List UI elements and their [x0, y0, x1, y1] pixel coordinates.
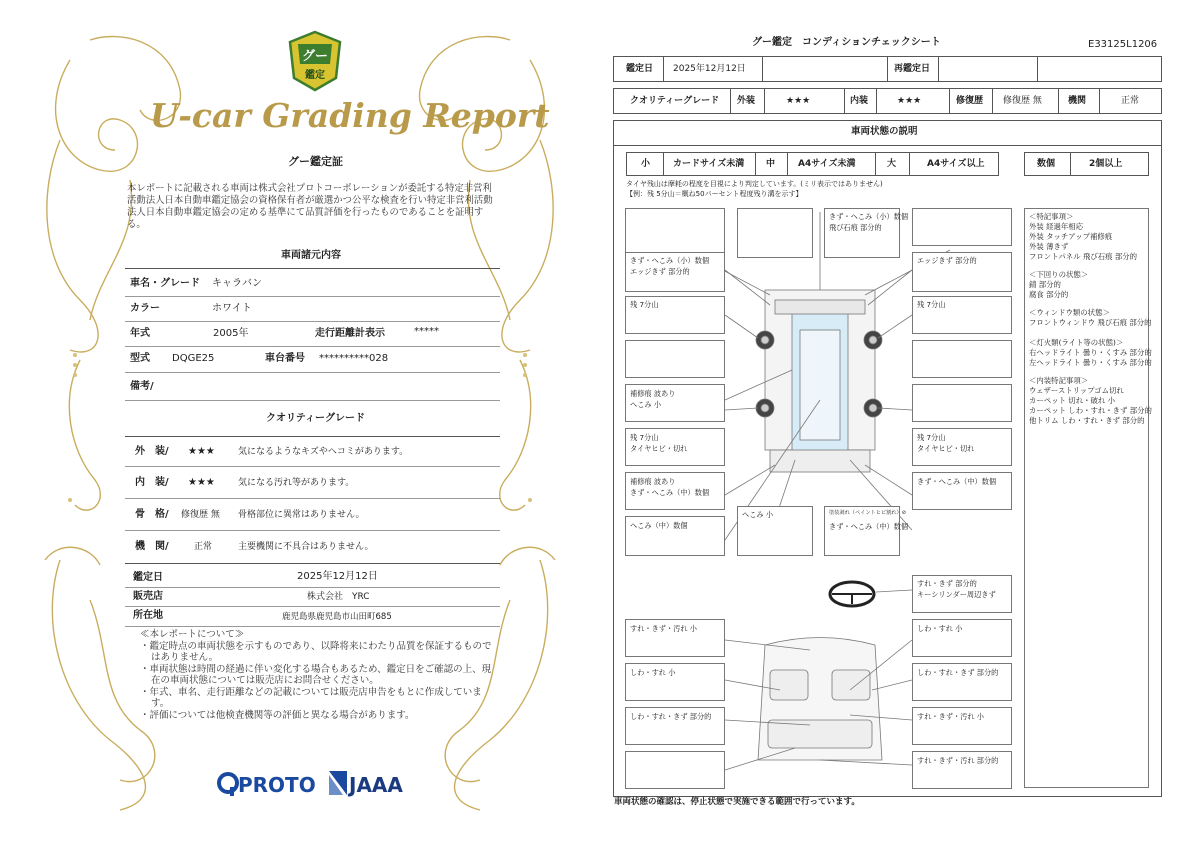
- proto-logo-text: PROTO: [238, 773, 316, 797]
- quality-grade-title: クオリティーグレード: [266, 413, 365, 424]
- damage-box: [625, 472, 725, 510]
- footer-note: 車両状態の確認は、停止状態で実施できる範囲で行っています。: [614, 797, 860, 807]
- damage-text: 残 7分山: [917, 433, 946, 442]
- mileage-label: 走行距離計表示: [315, 328, 385, 339]
- inspection-date-value: 2025年12月12日: [673, 64, 746, 74]
- certificate-title: グー鑑定証: [288, 155, 343, 168]
- damage-text: きず・へこみ（中）数個: [630, 488, 710, 497]
- color-value: ホワイト: [212, 303, 252, 314]
- damage-text: きず・へこみ（中）数個: [917, 477, 997, 486]
- damage-text: キーシリンダー周辺きず: [917, 590, 996, 599]
- size-small-label: 小: [641, 159, 651, 169]
- size-large-desc: A4サイズ以上: [927, 159, 985, 169]
- damage-text: すれ・きず・汚れ 部分的: [917, 756, 999, 765]
- paint-crack-legend: 塗装剥れ（ペイントヒビ割れ）⊘: [829, 510, 906, 516]
- svg-text:グー: グー: [301, 49, 329, 64]
- interior-stars: ★★★: [897, 96, 922, 106]
- damage-box: [625, 428, 725, 466]
- damage-box: [912, 340, 1012, 378]
- damage-text: しわ・すれ・きず 部分的: [917, 668, 999, 677]
- frame-note: 骨格部位に異常はありません。: [238, 510, 365, 520]
- notes-title: ≪本レポートについて≫: [140, 629, 245, 640]
- special-notes-panel: [1024, 208, 1152, 788]
- special-note: ＜ウィンドウ類の状態＞: [1029, 308, 1110, 317]
- damage-text: 残 7分山: [630, 433, 659, 442]
- date-label: 鑑定日: [133, 572, 163, 583]
- damage-text: きず・へこみ（小）数個: [829, 212, 909, 221]
- divider: [125, 530, 500, 531]
- damage-text: しわ・すれ 小: [630, 668, 676, 677]
- special-note: 外装 経過年相応: [1029, 222, 1084, 231]
- remarks-label: 備考/: [130, 381, 154, 392]
- damage-box: [912, 384, 1012, 422]
- divider: [125, 626, 500, 627]
- sheet-title: グー鑑定 コンディションチェックシート: [752, 37, 941, 48]
- special-note: 右ヘッドライト 曇り・くすみ 部分的: [1029, 348, 1152, 357]
- date-row: [613, 56, 1162, 82]
- divider: [125, 346, 500, 347]
- divider: [125, 563, 500, 564]
- year-label: 年式: [130, 328, 150, 339]
- sheet-id: E33125L1206: [1088, 39, 1158, 50]
- damage-box: [625, 707, 725, 745]
- size-mid-label: 中: [766, 159, 776, 169]
- engine-note: 主要機関に不具合はありません。: [238, 542, 374, 552]
- special-note: カーペット しわ・すれ・きず 部分的: [1029, 406, 1152, 415]
- exterior-label: 外装: [737, 96, 756, 106]
- special-note: 他トリム しわ・すれ・きず 部分的: [1029, 416, 1145, 425]
- damage-text: へこみ（中）数個: [630, 521, 688, 530]
- damage-text: すれ・きず 部分的: [917, 579, 977, 588]
- exterior-stars: ★★★: [188, 446, 215, 457]
- damage-text: エッジきず 部分的: [917, 256, 977, 265]
- count-legend: [1024, 152, 1149, 176]
- grade-row: [613, 88, 1162, 114]
- interior-note: 気になる汚れ等があります。: [238, 478, 355, 488]
- engine-value: 正常: [1121, 96, 1140, 106]
- damage-box: [737, 506, 813, 556]
- location-value: 鹿児島県鹿児島市山田町685: [282, 612, 392, 622]
- note-item: ・評価については他検査機関等の評価と異なる場合があります。: [140, 709, 415, 721]
- frame-label: 骨 格/: [135, 509, 169, 520]
- interior-label: 内装: [850, 96, 869, 106]
- damage-text: 補修痕 波あり: [630, 477, 676, 486]
- exterior-stars: ★★★: [786, 96, 811, 106]
- report-notes: [140, 629, 500, 721]
- frame-value: 修復歴 無: [181, 510, 220, 520]
- divider: [125, 372, 500, 373]
- size-legend: [626, 152, 999, 176]
- damage-box: [912, 575, 1012, 613]
- size-small-desc: カードサイズ未満: [673, 159, 745, 169]
- special-note: 左ヘッドライト 曇り・くすみ 部分的: [1029, 358, 1152, 367]
- spec-section-title: 車両諸元内容: [281, 250, 341, 261]
- damage-text: 飛び石痕 部分的: [829, 223, 882, 232]
- damage-box: [625, 384, 725, 422]
- special-note: ウェザーストリップゴム切れ: [1029, 386, 1124, 395]
- special-note: フロントウィンドウ 飛び石痕 部分的: [1029, 318, 1152, 327]
- damage-box: [625, 208, 725, 258]
- size-large-label: 大: [887, 159, 897, 169]
- damage-text: きず・へこみ（小）数個: [630, 256, 710, 265]
- damage-box: [625, 516, 725, 556]
- special-note: ＜内装特記事項＞: [1029, 376, 1089, 385]
- repair-history-label: 修復歴: [956, 96, 984, 106]
- damage-box: [824, 506, 909, 556]
- tire-note: タイヤ残山は摩耗の程度を目視により判定しています。(ミリ表示ではありません): [626, 180, 883, 188]
- damage-box: [912, 252, 1012, 292]
- damage-text: きず・へこみ（中）数個: [829, 522, 909, 531]
- damage-box: [625, 252, 725, 292]
- damage-text: タイヤヒビ・切れ: [630, 444, 688, 453]
- divider: [125, 587, 500, 588]
- note-item: ・車両状態は時間の経過に伴い変化する場合もあるため、鑑定日をご確認の上、現在の車両状態については販売店にお問合せください。: [140, 663, 492, 686]
- damage-box: [912, 208, 1012, 246]
- damage-box: [912, 707, 1012, 745]
- divider: [125, 466, 500, 467]
- size-mid-desc: A4サイズ未満: [798, 159, 856, 169]
- condition-title: 車両状態の説明: [851, 126, 918, 137]
- note-item: ・年式、車名、走行距離などの記載については販売店申告をもとに作成しています。: [140, 686, 482, 709]
- special-note: 外装 タッチアップ補修痕: [1029, 232, 1113, 241]
- dealer-value: 株式会社 YRC: [307, 592, 370, 602]
- divider: [125, 268, 500, 269]
- special-note: ＜灯火類(ライト等の状態)＞: [1029, 338, 1124, 347]
- interior-stars: ★★★: [188, 477, 215, 488]
- location-label: 所在地: [133, 610, 163, 621]
- damage-box: [625, 663, 725, 701]
- damage-box: [625, 340, 725, 378]
- damage-text: へこみ 小: [742, 510, 774, 519]
- damage-text: タイヤヒビ・切れ: [917, 444, 975, 453]
- car-name-label: 車名・グレード: [130, 278, 200, 289]
- special-note: ＜特記事項＞: [1029, 212, 1074, 221]
- divider: [125, 606, 500, 607]
- report-title: U-car Grading Report: [150, 96, 550, 135]
- special-note: 外装 薄きず: [1029, 242, 1069, 251]
- damage-text: 残 7分山: [630, 300, 659, 309]
- exterior-label: 外 装/: [135, 446, 169, 457]
- damage-text: へこみ 小: [630, 400, 662, 409]
- damage-text: すれ・きず・汚れ 小: [917, 712, 984, 721]
- damage-box: [824, 208, 909, 258]
- car-name-value: キャラバン: [212, 278, 262, 289]
- count-desc: 2個以上: [1089, 159, 1123, 169]
- reinspection-date-label: 再鑑定日: [894, 64, 931, 74]
- inspection-date-label: 鑑定日: [626, 64, 654, 74]
- goo-kantei-logo: [288, 30, 342, 92]
- year-value: 2005年: [213, 328, 249, 339]
- chassis-label: 車台番号: [265, 353, 305, 364]
- grade-label: クオリティーグレード: [630, 96, 720, 106]
- model-label: 型式: [130, 353, 150, 364]
- damage-text: 残 7分山: [917, 300, 946, 309]
- engine-value: 正常: [194, 542, 213, 552]
- damage-text: すれ・きず・汚れ 小: [630, 624, 697, 633]
- engine-label: 機関: [1068, 96, 1087, 106]
- damage-box: [912, 472, 1012, 510]
- chassis-value: **********028: [319, 353, 389, 364]
- repair-history-value: 修復歴 無: [1003, 96, 1042, 106]
- special-note: ＜下回りの状態＞: [1029, 270, 1089, 279]
- divider: [125, 321, 500, 322]
- divider: [125, 400, 500, 401]
- model-value: DQGE25: [172, 353, 215, 364]
- damage-box: [625, 296, 725, 334]
- jaaa-logo-text: JAAA: [349, 773, 403, 797]
- count-label: 数個: [1037, 159, 1056, 169]
- note-item: ・鑑定時点の車両状態を示すものであり、以降将来にわたり品質を保証するものではありません。: [140, 640, 492, 663]
- special-note: カーペット 切れ・破れ 小: [1029, 396, 1115, 405]
- date-value: 2025年12月12日: [297, 571, 378, 582]
- color-label: カラー: [130, 303, 160, 314]
- exterior-note: 気になるようなキズやヘコミがあります。: [238, 447, 409, 457]
- damage-box: [912, 751, 1012, 789]
- special-note: フロントパネル 飛び石痕 部分的: [1029, 252, 1138, 261]
- mileage-value: *****: [414, 326, 439, 337]
- certificate-intro: 本レポートに記載される車両は株式会社プロトコーポレーションが委託する特定非営利活動法人日本自動車鑑定協会の資格保有者が厳選かつ公平な検査を行い特定非営利活動法人日本自動車鑑定協会の定める基準にて品質評価を行ったものであることを証明する。: [127, 183, 493, 230]
- damage-text: 補修痕 波あり: [630, 389, 676, 398]
- damage-text: エッジきず 部分的: [630, 267, 690, 276]
- damage-box: [625, 751, 725, 789]
- tire-example: 【例：残 5分山＝概ね50パーセント程度残り溝を示す】: [626, 190, 803, 198]
- divider: [125, 436, 500, 437]
- interior-label: 内 装/: [135, 477, 169, 488]
- svg-text:鑑定: 鑑定: [305, 70, 325, 81]
- damage-text: しわ・すれ・きず 部分的: [630, 712, 712, 721]
- divider: [125, 296, 500, 297]
- damage-box: [912, 296, 1012, 334]
- divider: [125, 498, 500, 499]
- damage-box: [625, 619, 725, 657]
- special-note: 錆 部分的: [1029, 280, 1061, 289]
- damage-box: [912, 619, 1012, 657]
- dealer-label: 販売店: [133, 591, 163, 602]
- special-note: 腐食 部分的: [1029, 290, 1069, 299]
- engine-label: 機 関/: [135, 541, 169, 552]
- damage-text: しわ・すれ 小: [917, 624, 963, 633]
- damage-box: [912, 663, 1012, 701]
- damage-box: [912, 428, 1012, 466]
- damage-box: [737, 208, 813, 258]
